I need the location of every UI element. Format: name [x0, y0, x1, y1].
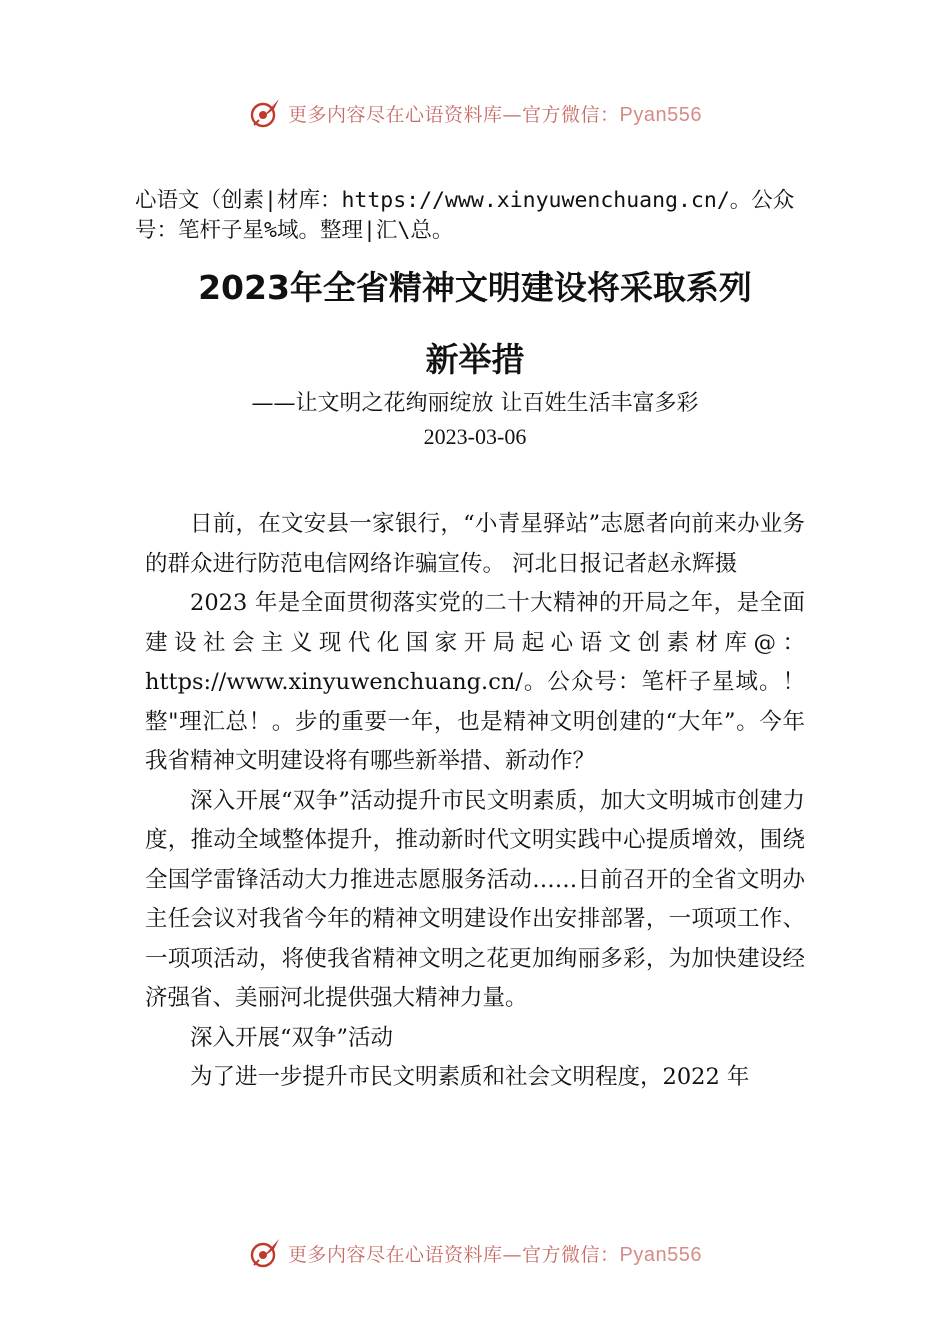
paragraph: 日前，在文安县一家银行，“小青星驿站”志愿者向前来办业务的群众进行防范电信网络诈骗宣传。 河北日报记者赵永辉摄	[145, 511, 805, 577]
header-banner	[0, 93, 950, 133]
paragraph: 深入开展“双争”活动提升市民文明素质，加大文明城市创建力度，推动全域整体提升，推动新时代文明实践中心提质增效，围绕全国学雷锋活动大力推进志愿服务活动……日前召开的全省文明办主任会议对我省今年的精神文明建设作出安排部署，一项项工作、一项项活动，将使我省精神文明之花更加绚丽多彩，为加快建设经济强省、美丽河北提供强大精神力量。	[145, 787, 805, 1011]
quill-pen-logo-icon	[248, 1236, 282, 1270]
header-banner-text: 更多内容尽在心语资料库—官方微信：Pyan556	[288, 103, 702, 126]
footer-wechat-id: Pyan556	[619, 1243, 702, 1266]
paragraph: 2023 年是全面贯彻落实党的二十大精神的开局之年，是全面建设社会主义现代化国家开局起心语文创素材库@：https://www.xinyuwenchuang.cn/。公众号：笔杆子星域。！整"理汇总！。步的重要一年，也是精神文明创建的“大年”。今年我省精神文明建设将有哪些新举措、新动作？	[145, 590, 805, 774]
footer-banner-text: 更多内容尽在心语资料库—官方微信：Pyan556	[288, 1243, 702, 1266]
quill-pen-logo-icon	[248, 96, 282, 130]
paragraph: 为了进一步提升市民文明素质和社会文明程度，2022 年	[190, 1064, 750, 1090]
document-date: 2023-03-06	[423, 424, 527, 449]
footer-banner	[0, 1233, 950, 1273]
header-wechat-id: Pyan556	[619, 103, 702, 126]
section-heading: 深入开展“双争”活动	[190, 1024, 394, 1051]
document-title-line2: 新举措	[425, 340, 525, 379]
source-note: 心语文（创素|材库：https://www.xinyuwenchuang.cn/。公众号：笔杆子星%域。整理|汇\总。	[135, 188, 795, 243]
document-title-line1: 2023年全省精神文明建设将采取系列	[198, 268, 752, 307]
document-subtitle: ——让文明之花绚丽绽放 让百姓生活丰富多彩	[251, 391, 699, 416]
article-body	[145, 505, 805, 1098]
